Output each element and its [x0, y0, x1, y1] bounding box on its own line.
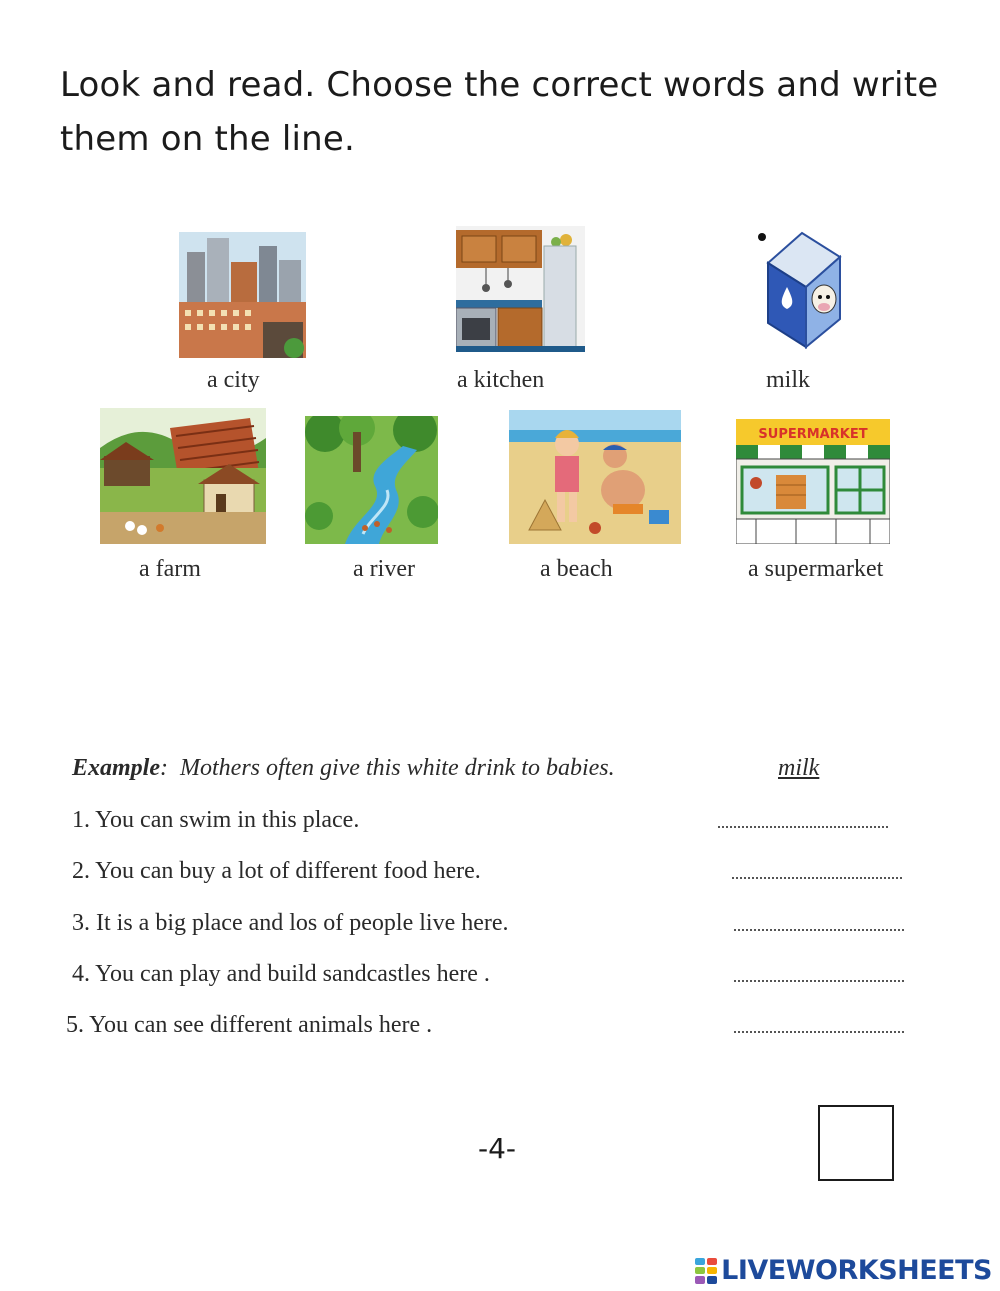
score-box — [818, 1105, 894, 1181]
caption-milk: milk — [766, 367, 811, 393]
supermarket-picture — [736, 419, 890, 544]
instructions-text: Look and read. Choose the correct words and write them on the line. — [60, 65, 939, 159]
answer-field-5[interactable] — [734, 1031, 904, 1033]
question-5: 5. You can see different animals here . — [66, 1012, 433, 1038]
question-2: 2. You can buy a lot of different food here. — [72, 858, 481, 884]
liveworksheets-brand[interactable] — [695, 1255, 992, 1286]
river-picture — [305, 416, 438, 544]
example-text: Mothers often give this white drink to babies. — [180, 755, 615, 781]
farm-picture — [100, 408, 266, 544]
caption-city: a city — [207, 367, 260, 393]
question-1: 1. You can swim in this place. — [72, 807, 360, 833]
answer-field-4[interactable] — [734, 980, 904, 982]
answer-field-1[interactable] — [718, 826, 888, 828]
milk-carton-picture — [748, 227, 854, 351]
beach-picture — [509, 410, 681, 544]
supermarket-sign-text: SUPERMARKET — [758, 427, 868, 442]
example-label: Example — [72, 755, 160, 781]
kitchen-picture — [456, 226, 585, 352]
caption-kitchen: a kitchen — [457, 367, 545, 393]
caption-supermarket: a supermarket — [748, 556, 884, 582]
liveworksheets-logo-icon — [695, 1258, 717, 1284]
brand-text: LIVEWORKSHEETS — [721, 1255, 992, 1286]
answer-field-3[interactable] — [734, 929, 904, 931]
caption-beach: a beach — [540, 556, 613, 582]
city-picture — [179, 232, 306, 358]
example-sentence: Example: Mothers often give this white drink to babies. — [72, 755, 615, 781]
example-answer: milk — [778, 755, 820, 781]
caption-river: a river — [353, 556, 415, 582]
caption-farm: a farm — [139, 556, 201, 582]
question-4: 4. You can play and build sandcastles here . — [72, 961, 490, 987]
answer-field-2[interactable] — [732, 877, 902, 879]
page-number: -4- — [478, 1132, 517, 1165]
question-3: 3. It is a big place and los of people live here. — [72, 910, 509, 936]
